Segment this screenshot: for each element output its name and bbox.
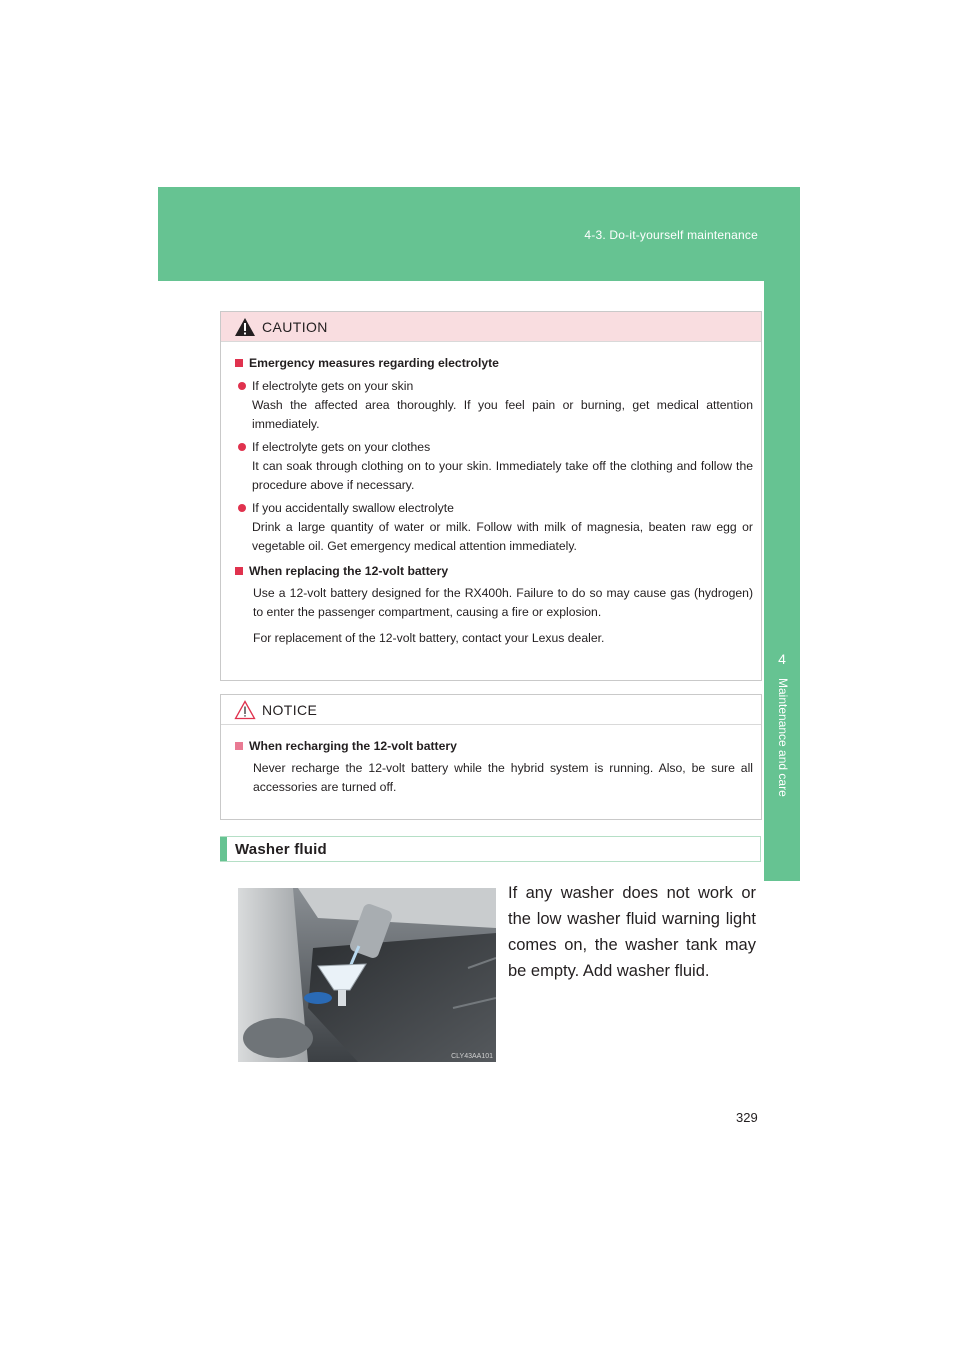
- caution-header: [221, 312, 761, 342]
- chapter-side-tab: [764, 281, 800, 881]
- warning-triangle-icon: [234, 317, 256, 337]
- caution-paragraph: For replacement of the 12-volt battery, contact your Lexus dealer.: [253, 631, 605, 645]
- square-bullet-icon: [235, 359, 243, 367]
- caution-heading-replacing: When replacing the 12-volt battery: [235, 562, 753, 581]
- caution-item: [235, 499, 753, 556]
- section-title-text: Washer fluid: [235, 840, 327, 858]
- caution-item: [235, 377, 753, 434]
- washer-fluid-body: If any washer does not work or the low washer fluid warning light comes on, the washer tank may be empty. Add washer fluid.: [508, 884, 756, 980]
- notice-title: NOTICE: [262, 701, 318, 718]
- notice-triangle-icon: [234, 700, 256, 720]
- round-bullet-icon: [238, 443, 246, 451]
- title-accent-bar: [220, 837, 227, 861]
- notice-heading: When recharging the 12-volt battery: [235, 737, 753, 756]
- caution-heading-electrolyte: Emergency measures regarding electrolyte: [235, 354, 753, 373]
- caution-item-label: If electrolyte gets on your clothes: [252, 440, 431, 454]
- notice-box: [220, 694, 762, 820]
- caution-item-label: If electrolyte gets on your skin: [252, 379, 414, 393]
- washer-fluid-section-title: [220, 836, 761, 862]
- caution-title: CAUTION: [262, 318, 328, 335]
- square-bullet-icon: [235, 742, 243, 750]
- chapter-number: 4: [778, 651, 786, 667]
- caution-item: [235, 438, 753, 495]
- caution-item-label: If you accidentally swallow electrolyte: [252, 501, 454, 515]
- square-bullet-icon: [235, 567, 243, 575]
- round-bullet-icon: [238, 382, 246, 390]
- washer-fluid-illustration: [238, 888, 496, 1062]
- caution-item-text: Drink a large quantity of water or milk. Follow with milk of magnesia, beaten raw egg or vegetable oil. Get emergency medical attention immediately.: [252, 520, 753, 553]
- chapter-title: Maintenance and care: [776, 678, 790, 797]
- notice-header: [221, 695, 761, 725]
- image-code: CLY43AA101: [451, 1053, 493, 1060]
- caution-item-text: Wash the affected area thoroughly. If you feel pain or burning, get medical attention immediately.: [252, 398, 753, 431]
- notice-paragraph: Never recharge the 12-volt battery while the hybrid system is running. Also, be sure all accessories are turned off.: [253, 761, 753, 794]
- caution-paragraph: Use a 12-volt battery designed for the RX400h. Failure to do so may cause gas (hydrogen) to enter the passenger compartment, causing a fire or explosion.: [253, 586, 753, 619]
- caution-item-text: It can soak through clothing on to your skin. Immediately take off the clothing and follow the procedure above if necessary.: [252, 459, 753, 492]
- section-label: 4-3. Do-it-yourself maintenance: [584, 228, 758, 242]
- page-number: 329: [736, 1110, 758, 1125]
- header-band: [158, 187, 800, 281]
- caution-box: [220, 311, 762, 681]
- round-bullet-icon: [238, 504, 246, 512]
